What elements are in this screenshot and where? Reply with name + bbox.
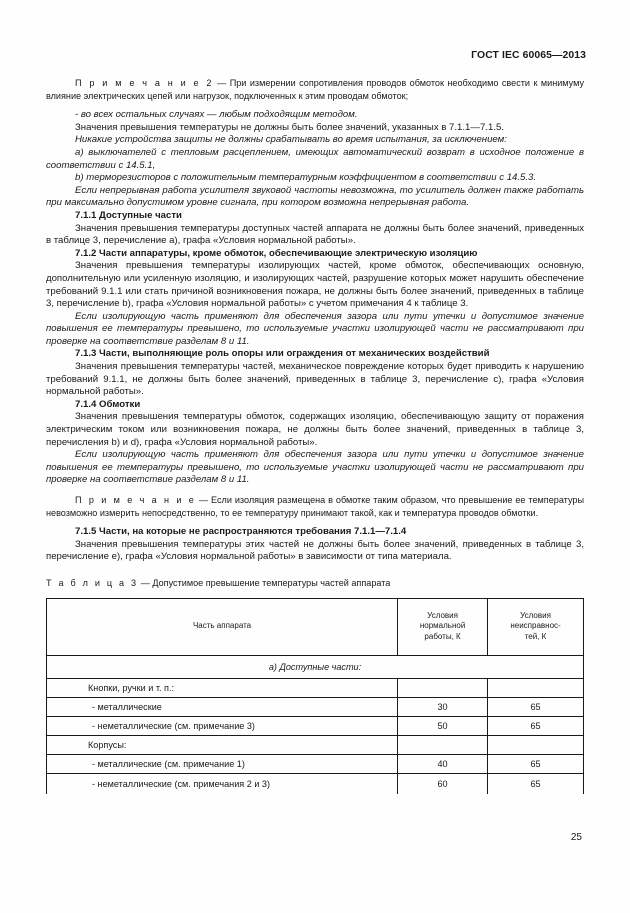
paragraph-7-1-3: Значения превышения температуры частей, механическое повреждение которых будет приводить к нарушению требований 9.1.1, не должны быть более значений, приведенных в таблице 3, перечисление с), графа «Условия нормальной работы».	[46, 361, 584, 398]
row-label: - неметаллические (см. примечание 3)	[47, 716, 398, 735]
note-2	[46, 77, 584, 102]
paragraph-7-1-1: Значения превышения температуры доступных частей аппарата не должны быть более значений, приведенных в таблице 3, перечисление а), графа «Условия нормальной работы».	[46, 222, 584, 247]
heading-7-1-5: 7.1.5 Части, на которые не распространяются требования 7.1.1—7.1.4	[75, 526, 407, 538]
heading-7-1-1: 7.1.1 Доступные части	[75, 209, 182, 221]
paragraph-7-1-2: Значения превышения температуры изолирующих частей, кроме обмоток, обеспечивающих основную, дополнительную или усиленную изоляцию, и изолирующих частей, разрушение которых может нарушить обеспечение требований 9.1.1 или стать причиной возникновения пожара, не должны быть более значений, приведенных в таблице 3, перечисление b), графа «Условия нормальной работы» с учетом примечания 4 к таблице 3.	[46, 260, 584, 310]
note-2-label: П р и м е ч а н и е 2	[75, 78, 214, 88]
row-normal: 40	[398, 754, 488, 773]
table-row	[47, 754, 584, 773]
table-row	[47, 735, 584, 754]
heading-7-1-2: 7.1.2 Части аппаратуры, кроме обмоток, обеспечивающие электрическую изоляцию	[75, 247, 478, 259]
page-content	[46, 77, 584, 794]
heading-7-1-3: 7.1.3 Части, выполняющие роль опоры или ограждения от механических воздействий	[75, 348, 490, 360]
table-row	[47, 716, 584, 735]
header-normal: Условия нормальной работы, К	[398, 598, 488, 655]
table-row	[47, 773, 584, 794]
note-label: П р и м е ч а н и е	[75, 495, 197, 505]
paragraph-continuous-work: Если непрерывная работа усилителя звуковой частоты невозможна, то усилитель должен также работать при максимально допустимом уровне сигнала, при котором возможна непрерывная работа.	[46, 184, 584, 209]
table-caption	[46, 577, 584, 590]
paragraph-temp-limits: Значения превышения температуры не должны быть более значений, указанных в 7.1.1—7.1.5.	[75, 121, 504, 133]
table-caption-label: Т а б л и ц а 3	[46, 577, 139, 588]
note-insulation	[46, 494, 584, 519]
paragraph-no-protection: Никакие устройства защиты не должны срабатывать во время испытания, за исключением:	[75, 134, 507, 146]
row-normal: 50	[398, 716, 488, 735]
paragraph-7-1-4-italic: Если изолирующую часть применяют для обеспечения зазора или пути утечки и допустимое значение повышения ее температуры превышено, то используемые участки изолирующей части не рассматривают при проверке на соответствие разделам 8 и 11.	[46, 449, 584, 486]
note-text: — Если изоляция размещена в обмотке таким образом, что превышение ее температуры невозможно измерить непосредственно, то ее температуру принимают такой, как и температура проводов обмотки.	[46, 495, 584, 518]
temperature-table	[46, 598, 584, 794]
row-label: Корпусы:	[47, 735, 398, 754]
row-fault	[488, 735, 584, 754]
table-row	[47, 678, 584, 697]
row-fault: 65	[488, 716, 584, 735]
row-label: - металлические	[47, 697, 398, 716]
heading-7-1-4: 7.1.4 Обмотки	[75, 398, 141, 410]
note-2-text: — При измерении сопротивления проводов обмоток необходимо свести к минимуму влияние электрических цепей или нагрузок, подключенных к этим проводам обмоток;	[46, 78, 584, 101]
table-caption-text: — Допустимое превышение температуры частей аппарата	[138, 577, 391, 588]
paragraph-7-1-2-italic: Если изолирующую часть применяют для обеспечения зазора или пути утечки и допустимое значение повышения ее температуры превышено, то используемые участки изолирующей части не рассматривают при проверке на соответствие разделам 8 и 11.	[46, 310, 584, 347]
paragraph-7-1-5: Значения превышения температуры этих частей не должны быть более значений, приведенных в таблице 3, перечисление е), графа «Условия нормальной работы» в зависимости от типа материала.	[46, 538, 584, 563]
header-part: Часть аппарата	[47, 598, 398, 655]
row-normal	[398, 678, 488, 697]
row-label: - неметаллические (см. примечания 2 и 3)	[47, 773, 398, 794]
row-fault: 65	[488, 697, 584, 716]
row-fault	[488, 678, 584, 697]
row-label: - металлические (см. примечание 1)	[47, 754, 398, 773]
row-normal	[398, 735, 488, 754]
row-label: Кнопки, ручки и т. п.:	[47, 678, 398, 697]
table-header-row	[47, 598, 584, 655]
table-row	[47, 697, 584, 716]
row-normal: 60	[398, 773, 488, 794]
row-fault: 65	[488, 773, 584, 794]
standard-header: ГОСТ IEC 60065—2013	[471, 50, 586, 61]
paragraph-7-1-4: Значения превышения температуры обмоток, содержащих изоляцию, обеспечивающую защиту от поражения электрическим током или возникновения пожара, не должны быть более значений, приведенных в таблице 3, перечисления b) и d), графа «Условия нормальной работы».	[46, 411, 584, 448]
page-number: 25	[570, 832, 582, 843]
section-a: а) Доступные части:	[47, 655, 584, 678]
list-item-a: а) выключателей с тепловым расцеплением, имеющих автоматический возврат в исходное положение в соответствии с 14.5.1,	[46, 146, 584, 171]
row-fault: 65	[488, 754, 584, 773]
paragraph-other-cases: - во всех остальных случаях — любым подходящим методом.	[75, 109, 358, 121]
section-row	[47, 655, 584, 678]
header-fault: Условия неисправнос-тей, К	[488, 598, 584, 655]
list-item-b: b) терморезисторов с положительным температурным коэффициентом в соответствии с 14.5.3.	[75, 172, 537, 184]
row-normal: 30	[398, 697, 488, 716]
